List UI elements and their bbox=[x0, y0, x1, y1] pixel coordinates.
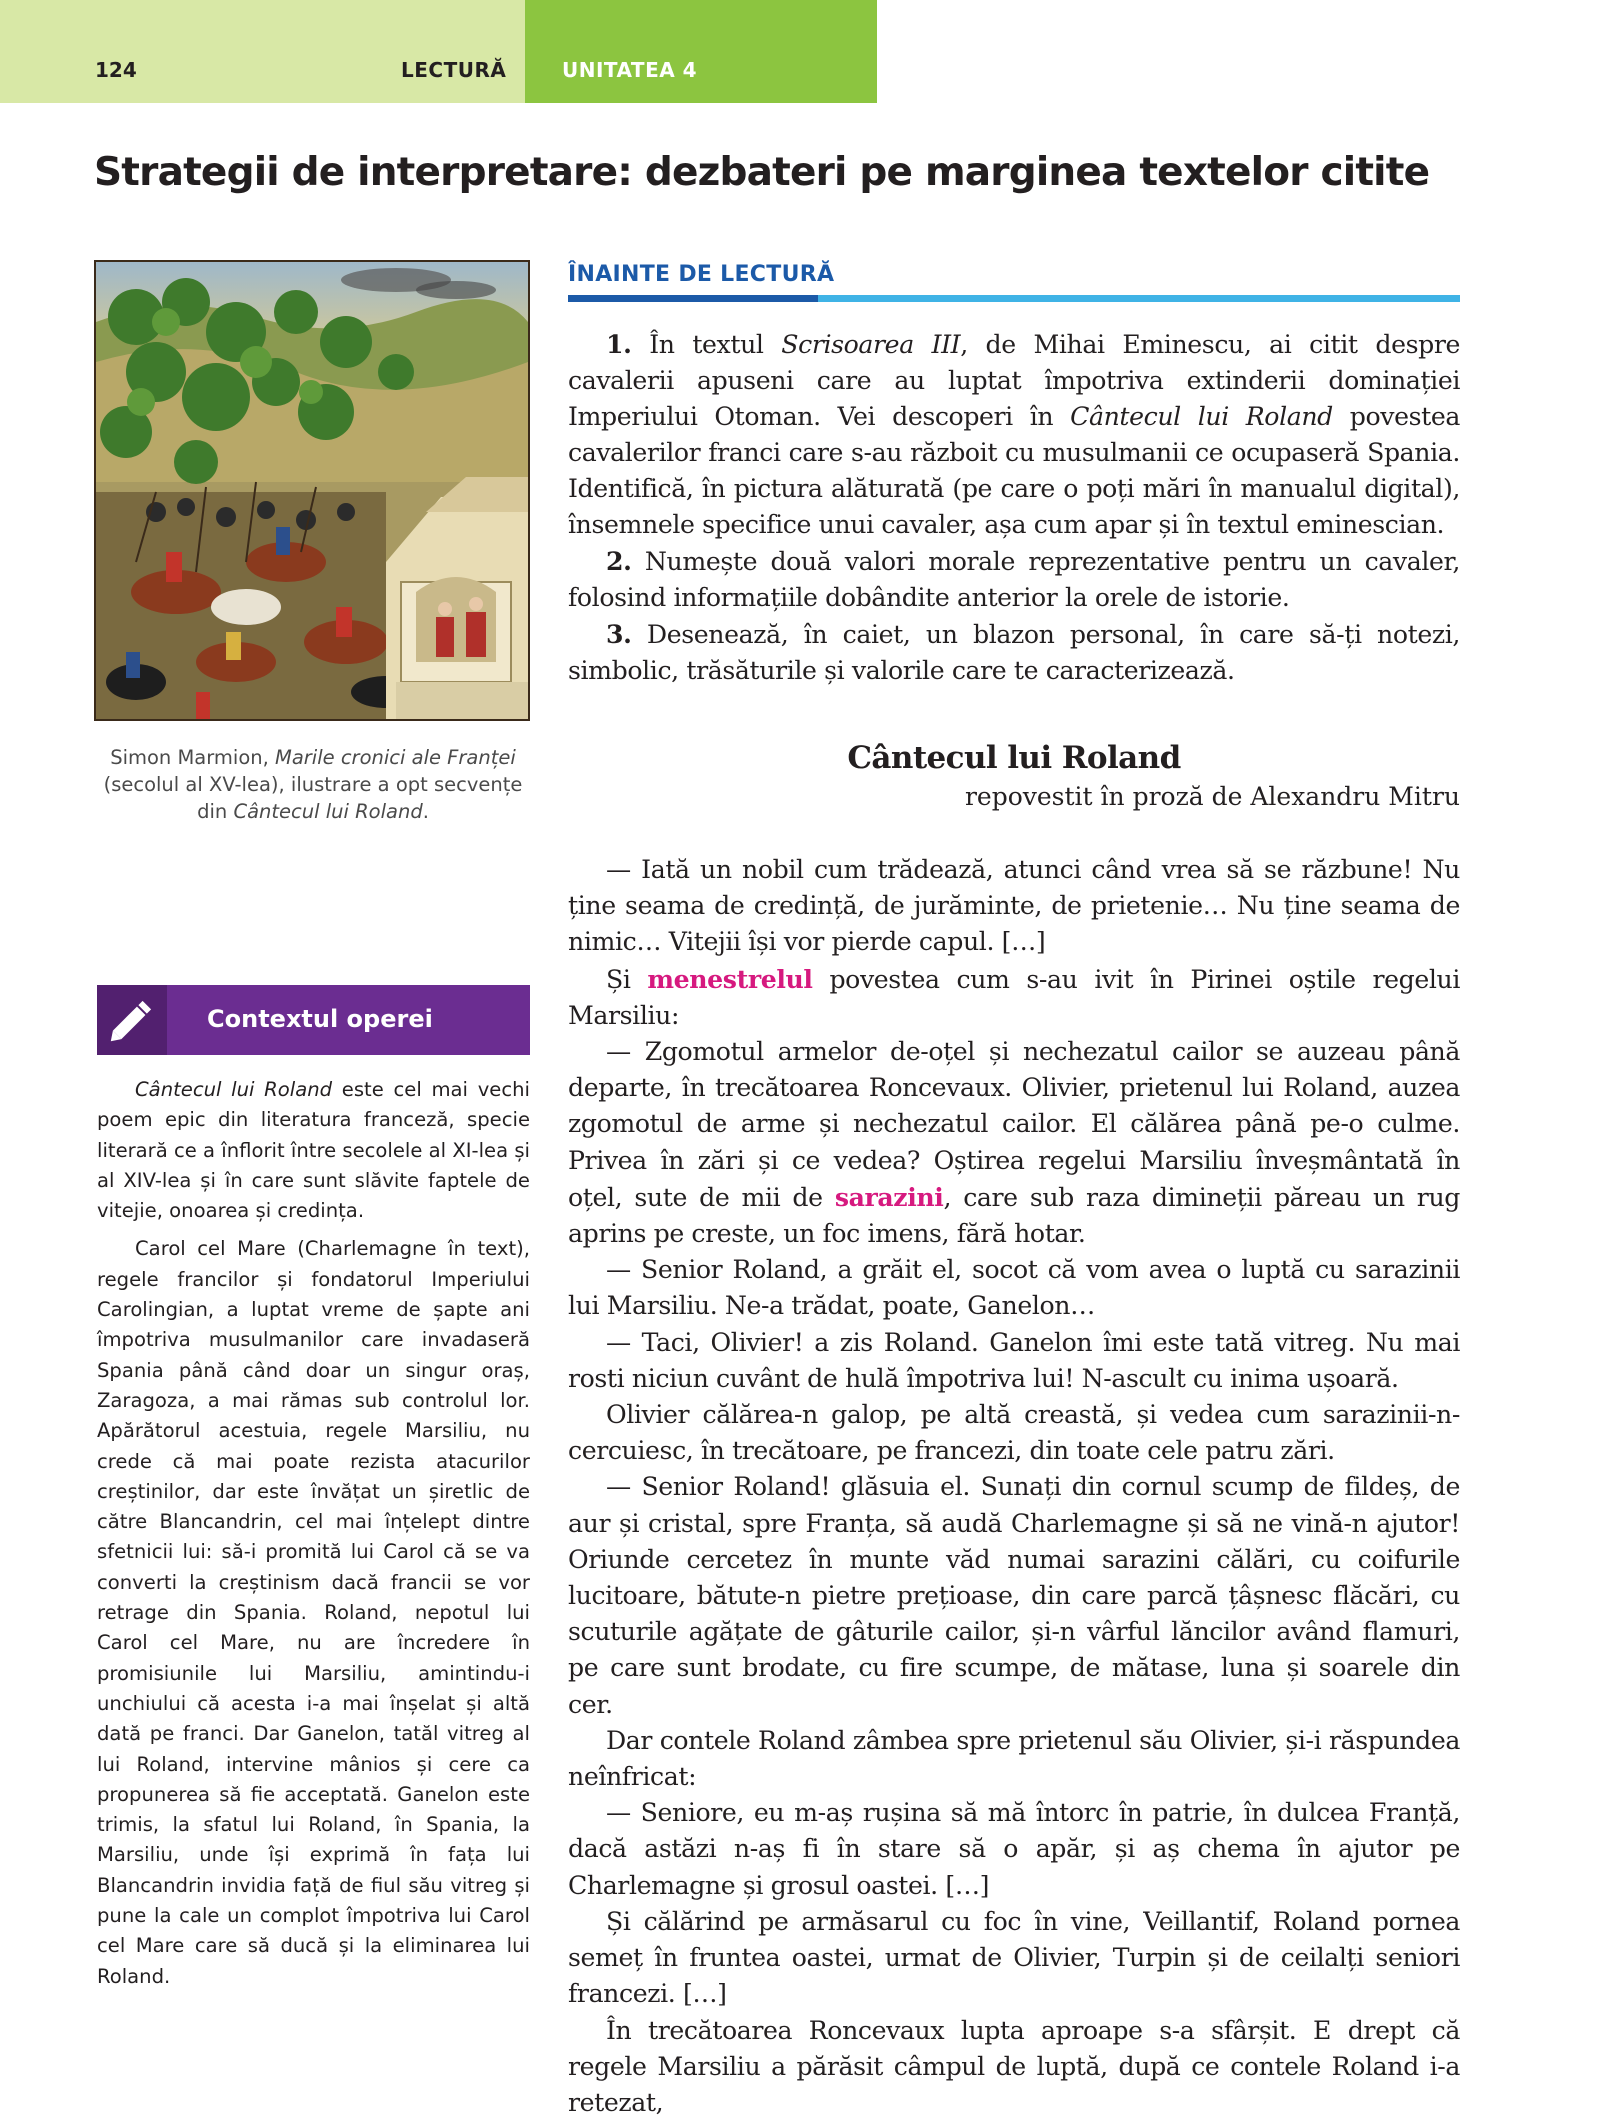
story-paragraph bbox=[568, 961, 1460, 1034]
before-reading-questions bbox=[568, 326, 1460, 689]
pencil-icon-box bbox=[97, 985, 167, 1055]
poem-title: Cântecul lui Roland bbox=[568, 740, 1460, 776]
question-2 bbox=[568, 543, 1460, 616]
story-text-span: Și bbox=[606, 965, 647, 994]
before-reading-heading: ÎNAINTE DE LECTURĂ bbox=[568, 262, 834, 287]
header-band-left bbox=[0, 0, 525, 103]
medieval-painting-image[interactable] bbox=[94, 260, 530, 721]
context-text bbox=[97, 1075, 530, 2000]
story-paragraph: — Senior Roland! glăsuia el. Sunați din cornul scump de fildeș, de aur și cristal, spre Franța, să audă Charlemagne și să ne vină-n ajutor! Oriunde cercetez în munte văd numai sarazini călări, cu coifurile lucitoare, bătute-n pietre prețioase, din care parcă țâșnesc flăcări, cu scuturile agățate de gâturile cailor, și-n vârful lăncilor având flamuri, pe care sunt brodate, cu fire scumpe, de mătase, luna și soarele din cer. bbox=[568, 1469, 1460, 1722]
story-paragraph bbox=[568, 1034, 1460, 1252]
pencil-icon bbox=[97, 985, 167, 1055]
question-1 bbox=[568, 326, 1460, 543]
header-band-right bbox=[525, 0, 877, 103]
question-1-number: 1. bbox=[606, 329, 632, 359]
caption-author: Simon Marmion, bbox=[110, 746, 275, 769]
page-title: Strategii de interpretare: dezbateri pe marginea textelor citite bbox=[94, 150, 1544, 195]
question-1-title-b: Cântecul lui Roland bbox=[1070, 402, 1333, 431]
glossary-term-sarazini[interactable]: sarazini bbox=[835, 1182, 944, 1212]
caption-mid: (secolul al XV-lea), ilustrare a opt secvențe din bbox=[104, 773, 523, 823]
question-3-number: 3. bbox=[606, 619, 632, 649]
unit-label: UNITATEA 4 bbox=[562, 58, 697, 82]
story-text bbox=[568, 852, 1460, 2121]
story-text-span: , care sub raza dimineții păreau un rug aprins pe creste, un foc imens, fără hotar. bbox=[568, 1183, 1460, 1248]
story-paragraph: În trecătoarea Roncevaux lupta aproape s-a sfârșit. E drept că regele Marsiliu a părăsit câmpul de luptă, după ce contele Roland i-a retezat, bbox=[568, 2013, 1460, 2121]
question-2-text: Numește două valori morale reprezentative pentru un cavaler, folosind informațiile dobândite anterior la orele de istorie. bbox=[568, 547, 1460, 612]
context-p1-italic: Cântecul lui Roland bbox=[135, 1078, 332, 1101]
figure-caption bbox=[98, 744, 528, 825]
heading-underline bbox=[568, 295, 1460, 302]
question-1-text-a: În textul bbox=[632, 330, 782, 359]
glossary-term-menestrel[interactable]: menestrelul bbox=[647, 964, 812, 994]
story-text-span: — Zgomotul armelor de-oțel și nechezatul cailor se auzeau până departe, în trecătoarea Roncevaux. Olivier, prietenul lui Roland, auzea zgomotul de arme și nechezatul cailor. El călărea până pe-o culme. Privea în zări și ce vedea? Oștirea regelui Marsiliu înveșmântată în oțel, sute de mii de bbox=[568, 1037, 1460, 1212]
story-text-span: povestea cum s-au ivit în Pirinei oștile regelui Marsiliu: bbox=[568, 965, 1460, 1030]
poem-subtitle: repovestit în proză de Alexandru Mitru bbox=[568, 782, 1460, 811]
story-paragraph: Dar contele Roland zâmbea spre prietenul său Olivier, și-i răspundea neînfricat: bbox=[568, 1723, 1460, 1795]
context-banner bbox=[97, 985, 530, 1055]
story-paragraph: — Senior Roland, a grăit el, socot că vom avea o luptă cu sarazinii lui Marsiliu. Ne-a trădat, poate, Ganelon… bbox=[568, 1252, 1460, 1324]
question-2-number: 2. bbox=[606, 546, 632, 576]
story-paragraph: — Iată un nobil cum trădează, atunci când vrea să se răzbune! Nu ține seama de credință, de jurăminte, de prietenie… Nu ține seama de nimic… Vitejii își vor pierde capul. […] bbox=[568, 852, 1460, 961]
story-paragraph: Și călărind pe armăsarul cu foc în vine, Veillantif, Roland pornea semeț în fruntea oastei, urmat de Olivier, Turpin și de ceilalți seniori francezi. […] bbox=[568, 1904, 1460, 2013]
question-1-text-b: , de Mihai Eminescu, ai citit despre cavalerii apuseni care au luptat împotriva extinderii dominației Imperiului Otoman. Vei descoperi în bbox=[568, 330, 1460, 431]
story-paragraph: — Taci, Olivier! a zis Roland. Ganelon îmi este tată vitreg. Nu mai rosti niciun cuvânt de hulă împotriva lui! N-ascult cu inima ușoară. bbox=[568, 1325, 1460, 1397]
caption-poem: Cântecul lui Roland bbox=[233, 800, 422, 823]
section-label: LECTURĂ bbox=[401, 58, 506, 82]
question-1-text-c: povestea cavalerilor franci care s-au războit cu musulmanii ce ocupaseră Spania. Identifică, în pictura alăturată (pe care o poți mări în manualul digital), însemnele specifice unui cavaler, așa cum apar și în textul eminescian. bbox=[568, 402, 1460, 539]
context-title: Contextul operei bbox=[207, 1005, 433, 1033]
context-p1-rest: este cel mai vechi poem epic din literatura franceză, specie literară ce a înflorit între secolele al XI-lea și al XIV-lea și în care sunt slăvite faptele de vitejie, onoarea și credința. bbox=[97, 1078, 530, 1222]
page-number: 124 bbox=[95, 58, 137, 82]
story-paragraph: Olivier călărea-n galop, pe altă creastă, și vedea cum sarazinii-n-cercuiesc, în trecătoare, pe francezi, din toate cele patru zări. bbox=[568, 1397, 1460, 1469]
heading-underline-accent bbox=[568, 295, 818, 302]
caption-end: . bbox=[423, 800, 429, 823]
story-paragraph: — Seniore, eu m-aș rușina să mă întorc în patrie, în dulcea Franță, dacă astăzi n-aș fi în stare să o apăr, și aș chema în ajutor pe Charlemagne și grosul oastei. […] bbox=[568, 1795, 1460, 1904]
context-paragraph-1 bbox=[97, 1075, 530, 1226]
question-3-text: Desenează, în caiet, un blazon personal, în care să-ți notezi, simbolic, trăsăturile și valorile care te caracterizează. bbox=[568, 620, 1460, 685]
question-3 bbox=[568, 616, 1460, 689]
question-1-title-a: Scrisoarea III bbox=[781, 330, 960, 359]
painting-illustration bbox=[96, 262, 528, 719]
caption-work: Marile cronici ale Franței bbox=[275, 746, 516, 769]
context-paragraph-2: Carol cel Mare (Charlemagne în text), regele francilor și fondatorul Imperiului Carolingian, a luptat vreme de șapte ani împotriva musulmanilor care invadaseră Spania până când doar un singur oraș, Zaragoza, a mai rămas sub controlul lor. Apărătorul acestuia, regele Marsiliu, nu crede că mai poate rezista atacurilor creștinilor, dar este învățat un șiretlic de către Blancandrin, cel mai înțelept dintre sfetnicii lui: să-i promită lui Carol că se va converti la creștinism dacă francii se vor retrage din Spania. Roland, nepotul lui Carol cel Mare, nu are încredere în promisiunile lui Marsiliu, amintindu-i unchiului că acesta i-a mai înșelat și altă dată pe franci. Dar Ganelon, tatăl vitreg al lui Roland, intervine mânios și cere ca propunerea să fie acceptată. Ganelon este trimis, la sfatul lui Roland, în Spania, la Marsiliu, unde își exprimă în fața lui Blancandrin invidia față de fiul său vitreg și pune la cale un complot împotriva lui Carol cel Mare care să ducă și la eliminarea lui Roland. bbox=[97, 1234, 530, 1991]
